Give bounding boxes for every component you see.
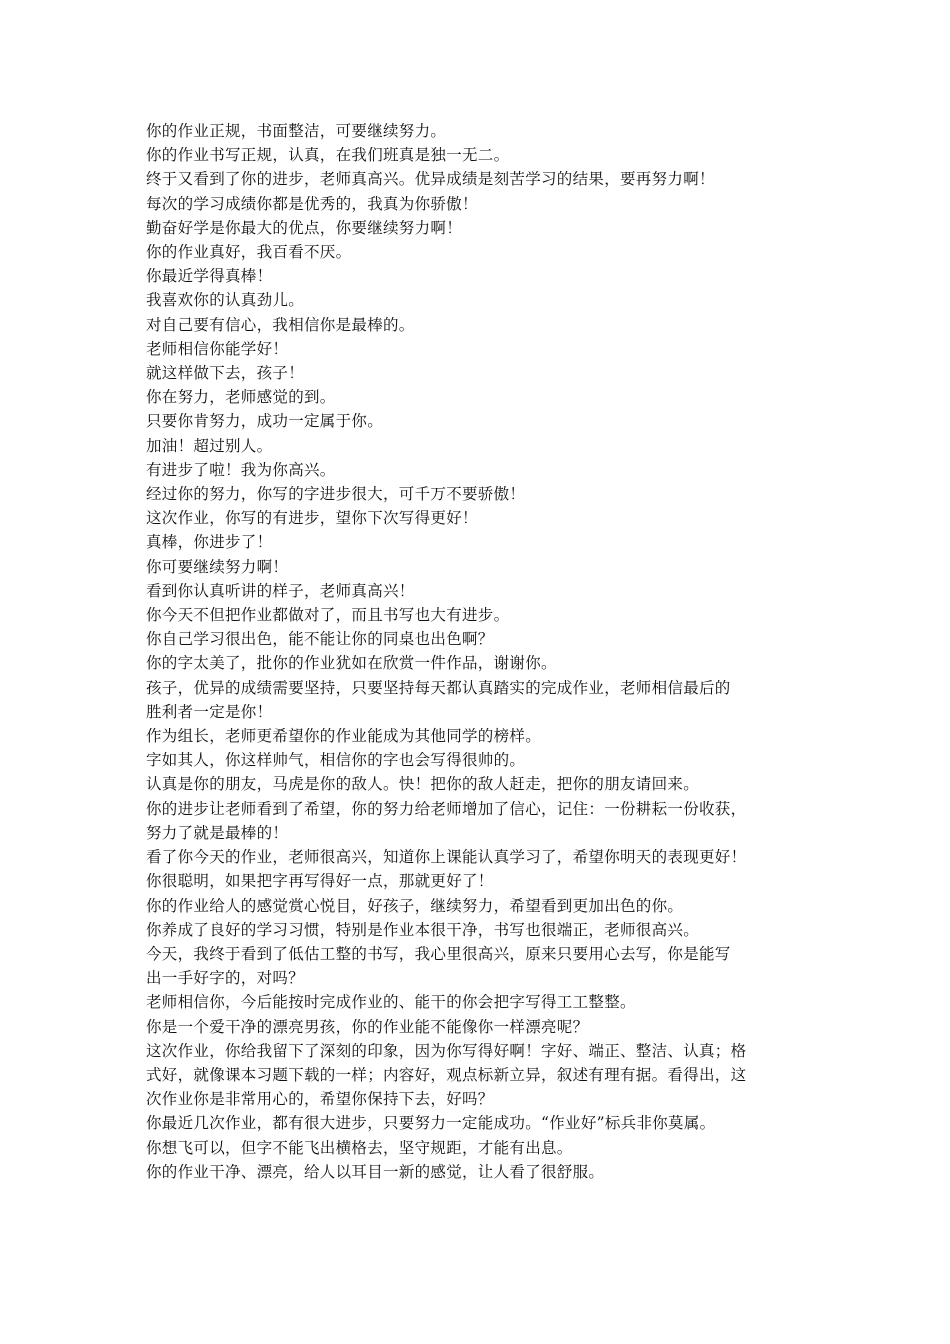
text-line: 你很聪明，如果把字再写得好一点，那就更好了！ — [146, 872, 494, 891]
text-line: 经过你的努力，你写的字进步很大，可千万不要骄傲！ — [146, 485, 526, 504]
text-line: 你的作业真好，我百看不厌。 — [146, 243, 352, 262]
text-line: 勤奋好学是你最大的优点，你要继续努力啊！ — [146, 218, 463, 237]
text-line: 看到你认真听讲的样子，老师真高兴！ — [146, 581, 415, 600]
text-line: 真棒，你进步了！ — [146, 533, 273, 552]
text-line: 这次作业，你给我留下了深刻的印象，因为你写得好啊！字好、端正、整洁、认真；格 — [146, 1041, 747, 1060]
text-line: 式好，就像课本习题下载的一样；内容好，观点标新立异，叙述有理有据。看得出，这 — [146, 1065, 747, 1084]
text-line: 你养成了良好的学习习惯，特别是作业本很干净，书写也很端正，老师很高兴。 — [146, 920, 700, 939]
text-line: 你的作业正规，书面整洁，可要继续努力。 — [146, 122, 447, 140]
text-line: 你的进步让老师看到了希望，你的努力给老师增加了信心，记住：一份耕耘一份收获， — [146, 799, 747, 818]
text-line: 就这样做下去，孩子！ — [146, 364, 305, 383]
text-line: 你的作业干净、漂亮，给人以耳目一新的感觉，让人看了很舒服。 — [146, 1162, 605, 1181]
text-line: 作为组长，老师更希望你的作业能成为其他同学的榜样。 — [146, 727, 542, 746]
text-line: 这次作业，你写的有进步，望你下次写得更好！ — [146, 509, 478, 528]
text-line: 你的字太美了，批你的作业犹如在欣赏一件作品，谢谢你。 — [146, 654, 557, 673]
text-line: 你最近几次作业，都有很大进步，只要努力一定能成功。“作业好”标兵非你莫属。 — [146, 1114, 716, 1133]
text-line: 加油！超过别人。 — [146, 436, 273, 455]
text-line: 字如其人，你这样帅气，相信你的字也会写得很帅的。 — [146, 751, 526, 770]
text-line: 你自己学习很出色，能不能让你的同桌也出色啊？ — [146, 630, 494, 649]
text-line: 努力了就是最棒的！ — [146, 823, 289, 842]
text-line: 认真是你的朋友，马虎是你的敌人。快！把你的敌人赶走，把你的朋友请回来。 — [146, 775, 700, 794]
text-line: 有进步了啦！我为你高兴。 — [146, 460, 336, 479]
text-line: 你今天不但把作业都做对了，而且书写也大有进步。 — [146, 606, 510, 625]
text-line: 我喜欢你的认真劲儿。 — [146, 291, 305, 310]
text-line: 出一手好字的，对吗？ — [146, 969, 305, 988]
text-line: 老师相信你，今后能按时完成作业的、能干的你会把字写得工工整整。 — [146, 993, 636, 1012]
text-line: 终于又看到了你的进步，老师真高兴。优异成绩是刻苦学习的结果，要再努力啊！ — [146, 170, 715, 189]
text-line: 每次的学习成绩你都是优秀的，我真为你骄傲！ — [146, 194, 478, 213]
text-line: 你的作业书写正规，认真，在我们班真是独一无二。 — [146, 146, 510, 165]
text-line: 看了你今天的作业，老师很高兴，知道你上课能认真学习了，希望你明天的表现更好！ — [146, 848, 747, 867]
text-line: 你想飞可以，但字不能飞出横格去，坚守规距，才能有出息。 — [146, 1138, 573, 1157]
text-line: 你的作业给人的感觉赏心悦目，好孩子，继续努力，希望看到更加出色的你。 — [146, 896, 684, 915]
text-line: 只要你肯努力，成功一定属于你。 — [146, 412, 384, 431]
text-line: 你最近学得真棒！ — [146, 267, 273, 286]
text-line: 今天，我终于看到了低估工整的书写，我心里很高兴，原来只要用心去写，你是能写 — [146, 944, 731, 963]
text-line: 老师相信你能学好！ — [146, 339, 289, 358]
text-line: 你在努力，老师感觉的到。 — [146, 388, 336, 407]
text-line: 你可要继续努力啊！ — [146, 557, 289, 576]
text-line: 次作业你是非常用心的，希望你保持下去，好吗？ — [146, 1090, 494, 1109]
text-line: 胜利者一定是你！ — [146, 702, 273, 721]
text-line: 孩子，优异的成绩需要坚持，只要坚持每天都认真踏实的完成作业，老师相信最后的 — [146, 678, 731, 697]
document-body — [146, 119, 826, 1184]
text-line: 对自己要有信心，我相信你是最棒的。 — [146, 315, 415, 334]
text-line: 你是一个爱干净的漂亮男孩，你的作业能不能像你一样漂亮呢？ — [146, 1017, 589, 1036]
